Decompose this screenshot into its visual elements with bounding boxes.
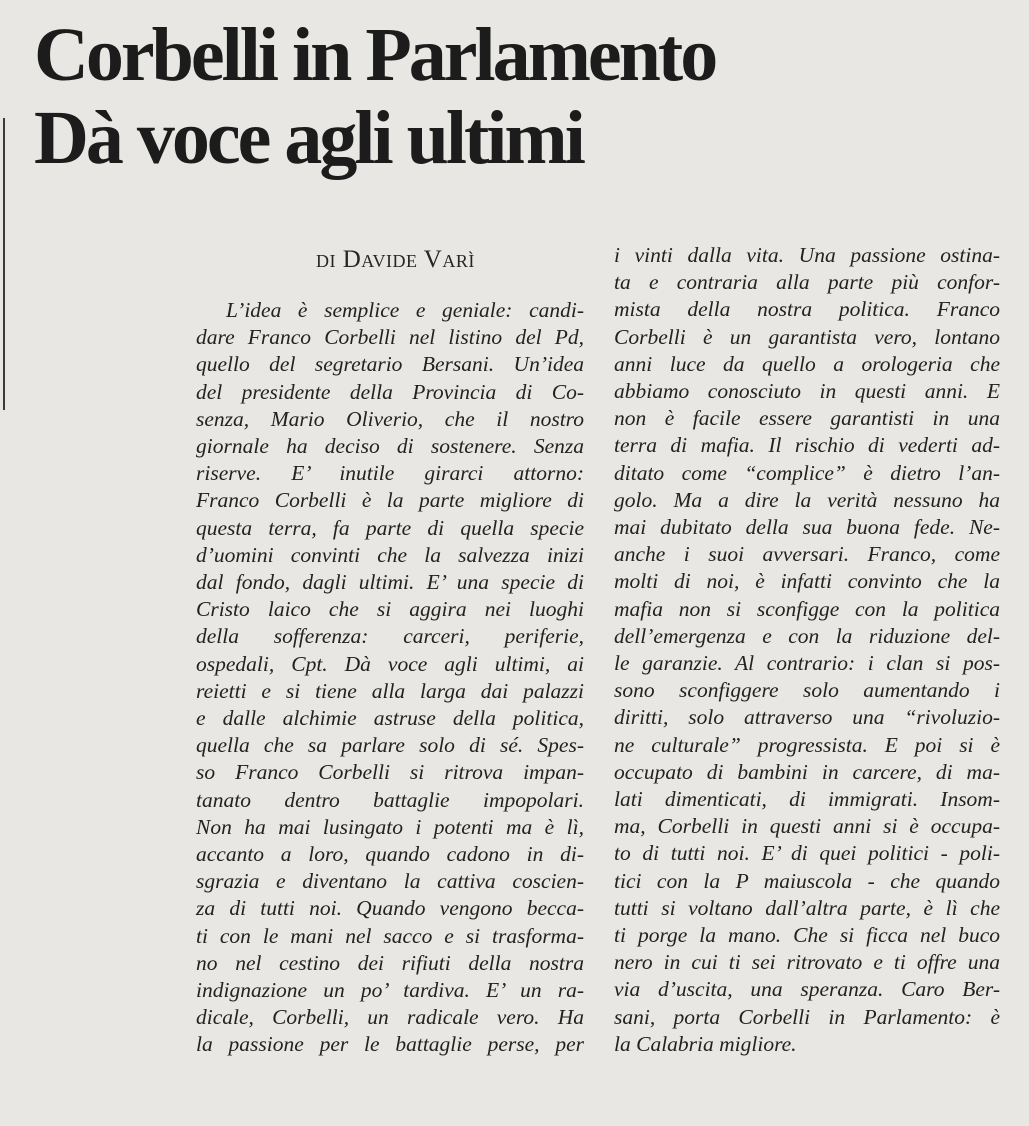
- text-line: reietti e si tiene alla larga dai palazzi: [196, 678, 584, 703]
- text-line: Non ha mai lusingato i potenti ma è lì,: [196, 814, 584, 839]
- text-line: la passione per le battaglie perse, per: [196, 1032, 584, 1057]
- headline-line-1: Corbelli in Parlamento: [34, 13, 716, 97]
- text-line: via d’uscita, una speranza. Caro Ber-: [614, 977, 1000, 1002]
- text-line: ti porge la mano. Che si ficca nel buco: [614, 923, 1000, 948]
- text-line: indignazione un po’ tardiva. E’ un ra-: [196, 978, 584, 1003]
- text-line: lati dimenticati, di immigrati. Insom-: [614, 787, 1000, 812]
- headline: [34, 14, 715, 180]
- text-line: la Calabria migliore.: [614, 1031, 797, 1056]
- article-column-1: [196, 297, 584, 1059]
- text-line: mista della nostra politica. Franco: [614, 297, 1000, 322]
- text-line: della sofferenza: carceri, periferie,: [196, 624, 584, 649]
- text-line: ti con le mani nel sacco e si trasforma-: [196, 923, 584, 948]
- text-line: i vinti dalla vita. Una passione ostina-: [614, 243, 1000, 267]
- text-line: mai dubitato della sua buona fede. Ne-: [614, 515, 1000, 540]
- text-line: occupato di bambini in carcere, di ma-: [614, 759, 1000, 784]
- text-line: d’uomini convinti che la salvezza inizi: [196, 542, 584, 567]
- text-line: Cristo laico che si aggira nei luoghi: [196, 597, 584, 622]
- text-line: to di tutti noi. E’ di quei politici - poli-: [614, 841, 1000, 866]
- text-line: dal fondo, dagli ultimi. E’ una specie di: [196, 570, 584, 595]
- text-line: anche i suoi avversari. Franco, come: [614, 542, 1000, 567]
- text-line: dare Franco Corbelli nel listino del Pd,: [196, 325, 584, 350]
- text-line: ta e contraria alla parte più confor-: [614, 270, 1000, 295]
- text-line: del presidente della Provincia di Co-: [196, 379, 584, 404]
- text-line: tanato dentro battaglie impopolari.: [196, 787, 584, 812]
- text-line: ospedali, Cpt. Dà voce agli ultimi, ai: [196, 651, 584, 676]
- text-line: dell’emergenza e con la riduzione del-: [614, 623, 1000, 648]
- text-line: tutti si voltano dall’altra parte, è lì che: [614, 895, 1000, 920]
- text-line: senza, Mario Oliverio, che il nostro: [196, 406, 584, 431]
- text-line: Franco Corbelli è la parte migliore di: [196, 488, 584, 513]
- text-line: nero in cui ti sei ritrovato e ti offre una: [614, 950, 1000, 975]
- text-line: dicale, Corbelli, un radicale vero. Ha: [196, 1005, 584, 1030]
- text-line: sani, porta Corbelli in Parlamento: è: [614, 1004, 1000, 1029]
- text-line: golo. Ma a dire la verità nessuno ha: [614, 487, 1000, 512]
- byline: di Davide Varì: [316, 246, 475, 273]
- article-column-2: [614, 242, 1000, 1058]
- text-line: sono sconfiggere solo aumentando i: [614, 678, 1000, 703]
- text-line: abbiamo conosciuto in questi anni. E: [614, 379, 1000, 404]
- text-line: sgrazia e diventano la cattiva coscien-: [196, 869, 584, 894]
- text-line: riserve. E’ inutile girarci attorno:: [196, 461, 584, 486]
- text-line: ne culturale” progressista. E poi si è: [614, 732, 1000, 757]
- text-line: giornale ha deciso di sostenere. Senza: [196, 434, 584, 459]
- text-line: za di tutti noi. Quando vengono becca-: [196, 896, 584, 921]
- text-line: Corbelli è un garantista vero, lontano: [614, 324, 1000, 349]
- text-line: tici con la P maiuscola - che quando: [614, 868, 1000, 893]
- headline-line-2: Dà voce agli ultimi: [34, 96, 583, 180]
- text-line: e dalle alchimie astruse della politica,: [196, 706, 584, 731]
- text-line: no nel cestino dei rifiuti della nostra: [196, 950, 584, 975]
- page-edge-rule: [3, 118, 5, 410]
- text-line: non è facile essere garantisti in una: [614, 406, 1000, 431]
- text-line: L’idea è semplice e geniale: candi-: [226, 298, 584, 322]
- text-line: ditato come “complice” è dietro l’an-: [614, 460, 1000, 485]
- text-line: quello del segretario Bersani. Un’idea: [196, 352, 584, 377]
- text-line: le garanzie. Al contrario: i clan si pos-: [614, 651, 1000, 676]
- text-line: questa terra, fa parte di quella specie: [196, 515, 584, 540]
- text-line: terra di mafia. Il rischio di vederti ad-: [614, 433, 1000, 458]
- text-line: mafia non si sconfigge con la politica: [614, 596, 1000, 621]
- text-line: ma, Corbelli in questi anni si è occupa-: [614, 814, 1000, 839]
- text-line: diritti, solo attraverso una “rivoluzio-: [614, 705, 1000, 730]
- text-line: anni luce da quello a orologeria che: [614, 351, 1000, 376]
- text-line: quella che sa parlare solo di sé. Spes-: [196, 733, 584, 758]
- text-line: so Franco Corbelli si ritrova impan-: [196, 760, 584, 785]
- text-line: accanto a loro, quando cadono in di-: [196, 842, 584, 867]
- text-line: molti di noi, è infatti convinto che la: [614, 569, 1000, 594]
